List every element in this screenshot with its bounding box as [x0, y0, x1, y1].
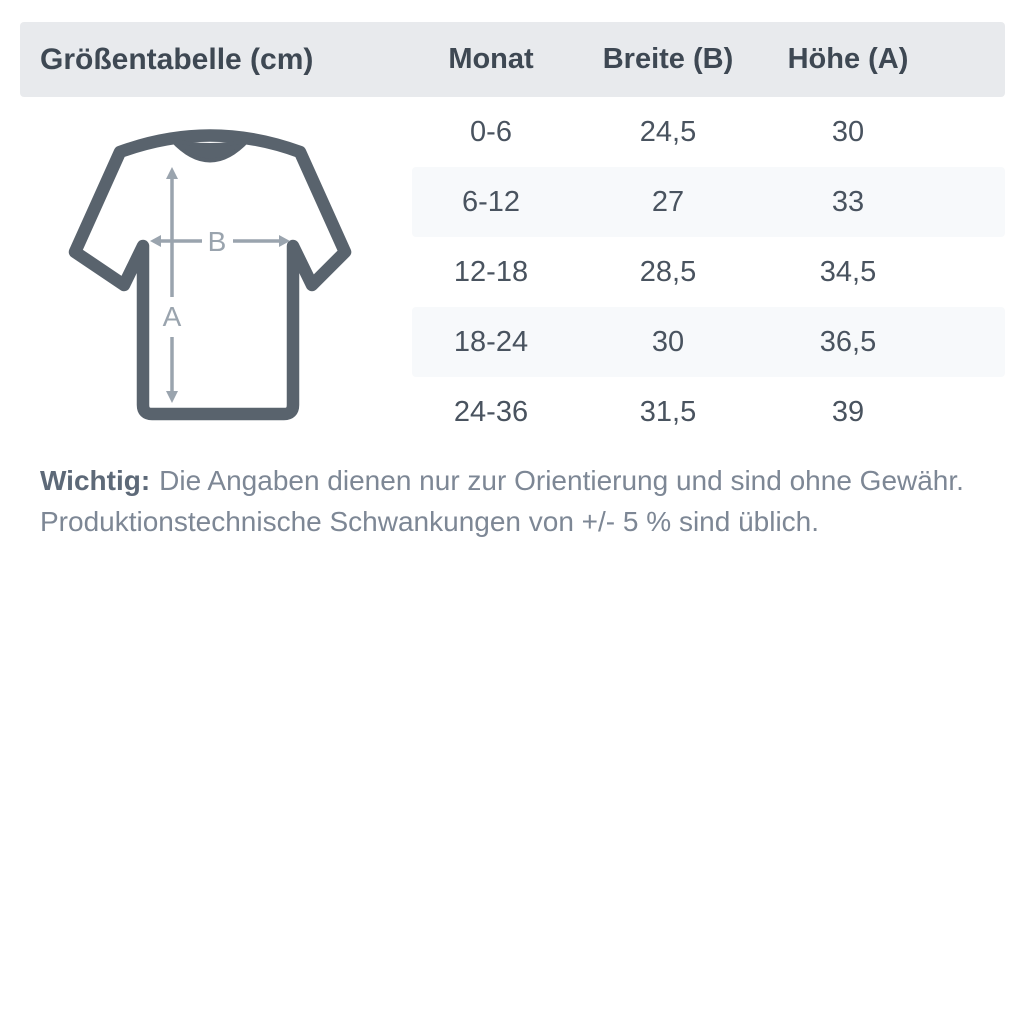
disclaimer-note — [40, 460, 990, 542]
row-band — [412, 307, 1005, 377]
column-header-breite: Breite (B) — [602, 43, 734, 75]
tshirt-outline-icon — [75, 136, 345, 415]
table-header-row — [20, 22, 1005, 97]
row-band — [412, 377, 1005, 447]
cell-breite: 31,5 — [639, 395, 697, 428]
cell-hoehe: 30 — [831, 115, 865, 148]
cell-monat: 18-24 — [453, 325, 529, 358]
disclaimer-label: Wichtig: — [40, 465, 151, 496]
page-title: Größentabelle (cm) — [40, 42, 314, 76]
cell-hoehe: 36,5 — [819, 325, 877, 358]
cell-monat: 12-18 — [453, 255, 529, 288]
height-label: A — [162, 301, 182, 332]
cell-monat: 0-6 — [470, 115, 512, 148]
cell-breite: 24,5 — [639, 115, 697, 148]
cell-monat: 6-12 — [461, 185, 521, 218]
cell-breite: 30 — [651, 325, 685, 358]
cell-hoehe: 39 — [831, 395, 865, 428]
row-band — [412, 167, 1005, 237]
disclaimer-line1: Die Angaben dienen nur zur Orientierung und sind ohne Gewähr. — [159, 465, 964, 496]
row-band — [412, 237, 1005, 307]
cell-breite: 28,5 — [639, 255, 697, 288]
column-header-hoehe: Höhe (A) — [787, 43, 909, 75]
column-header-monat: Monat — [448, 43, 534, 75]
cell-breite: 27 — [651, 185, 685, 218]
cell-hoehe: 34,5 — [819, 255, 877, 288]
cell-hoehe: 33 — [831, 185, 865, 218]
cell-monat: 24-36 — [453, 395, 529, 428]
disclaimer-line2: Produktionstechnische Schwankungen von +/- 5 % sind üblich. — [40, 506, 820, 537]
width-label: B — [207, 226, 227, 257]
tshirt-diagram-icon — [60, 125, 360, 435]
row-band — [412, 97, 1005, 167]
